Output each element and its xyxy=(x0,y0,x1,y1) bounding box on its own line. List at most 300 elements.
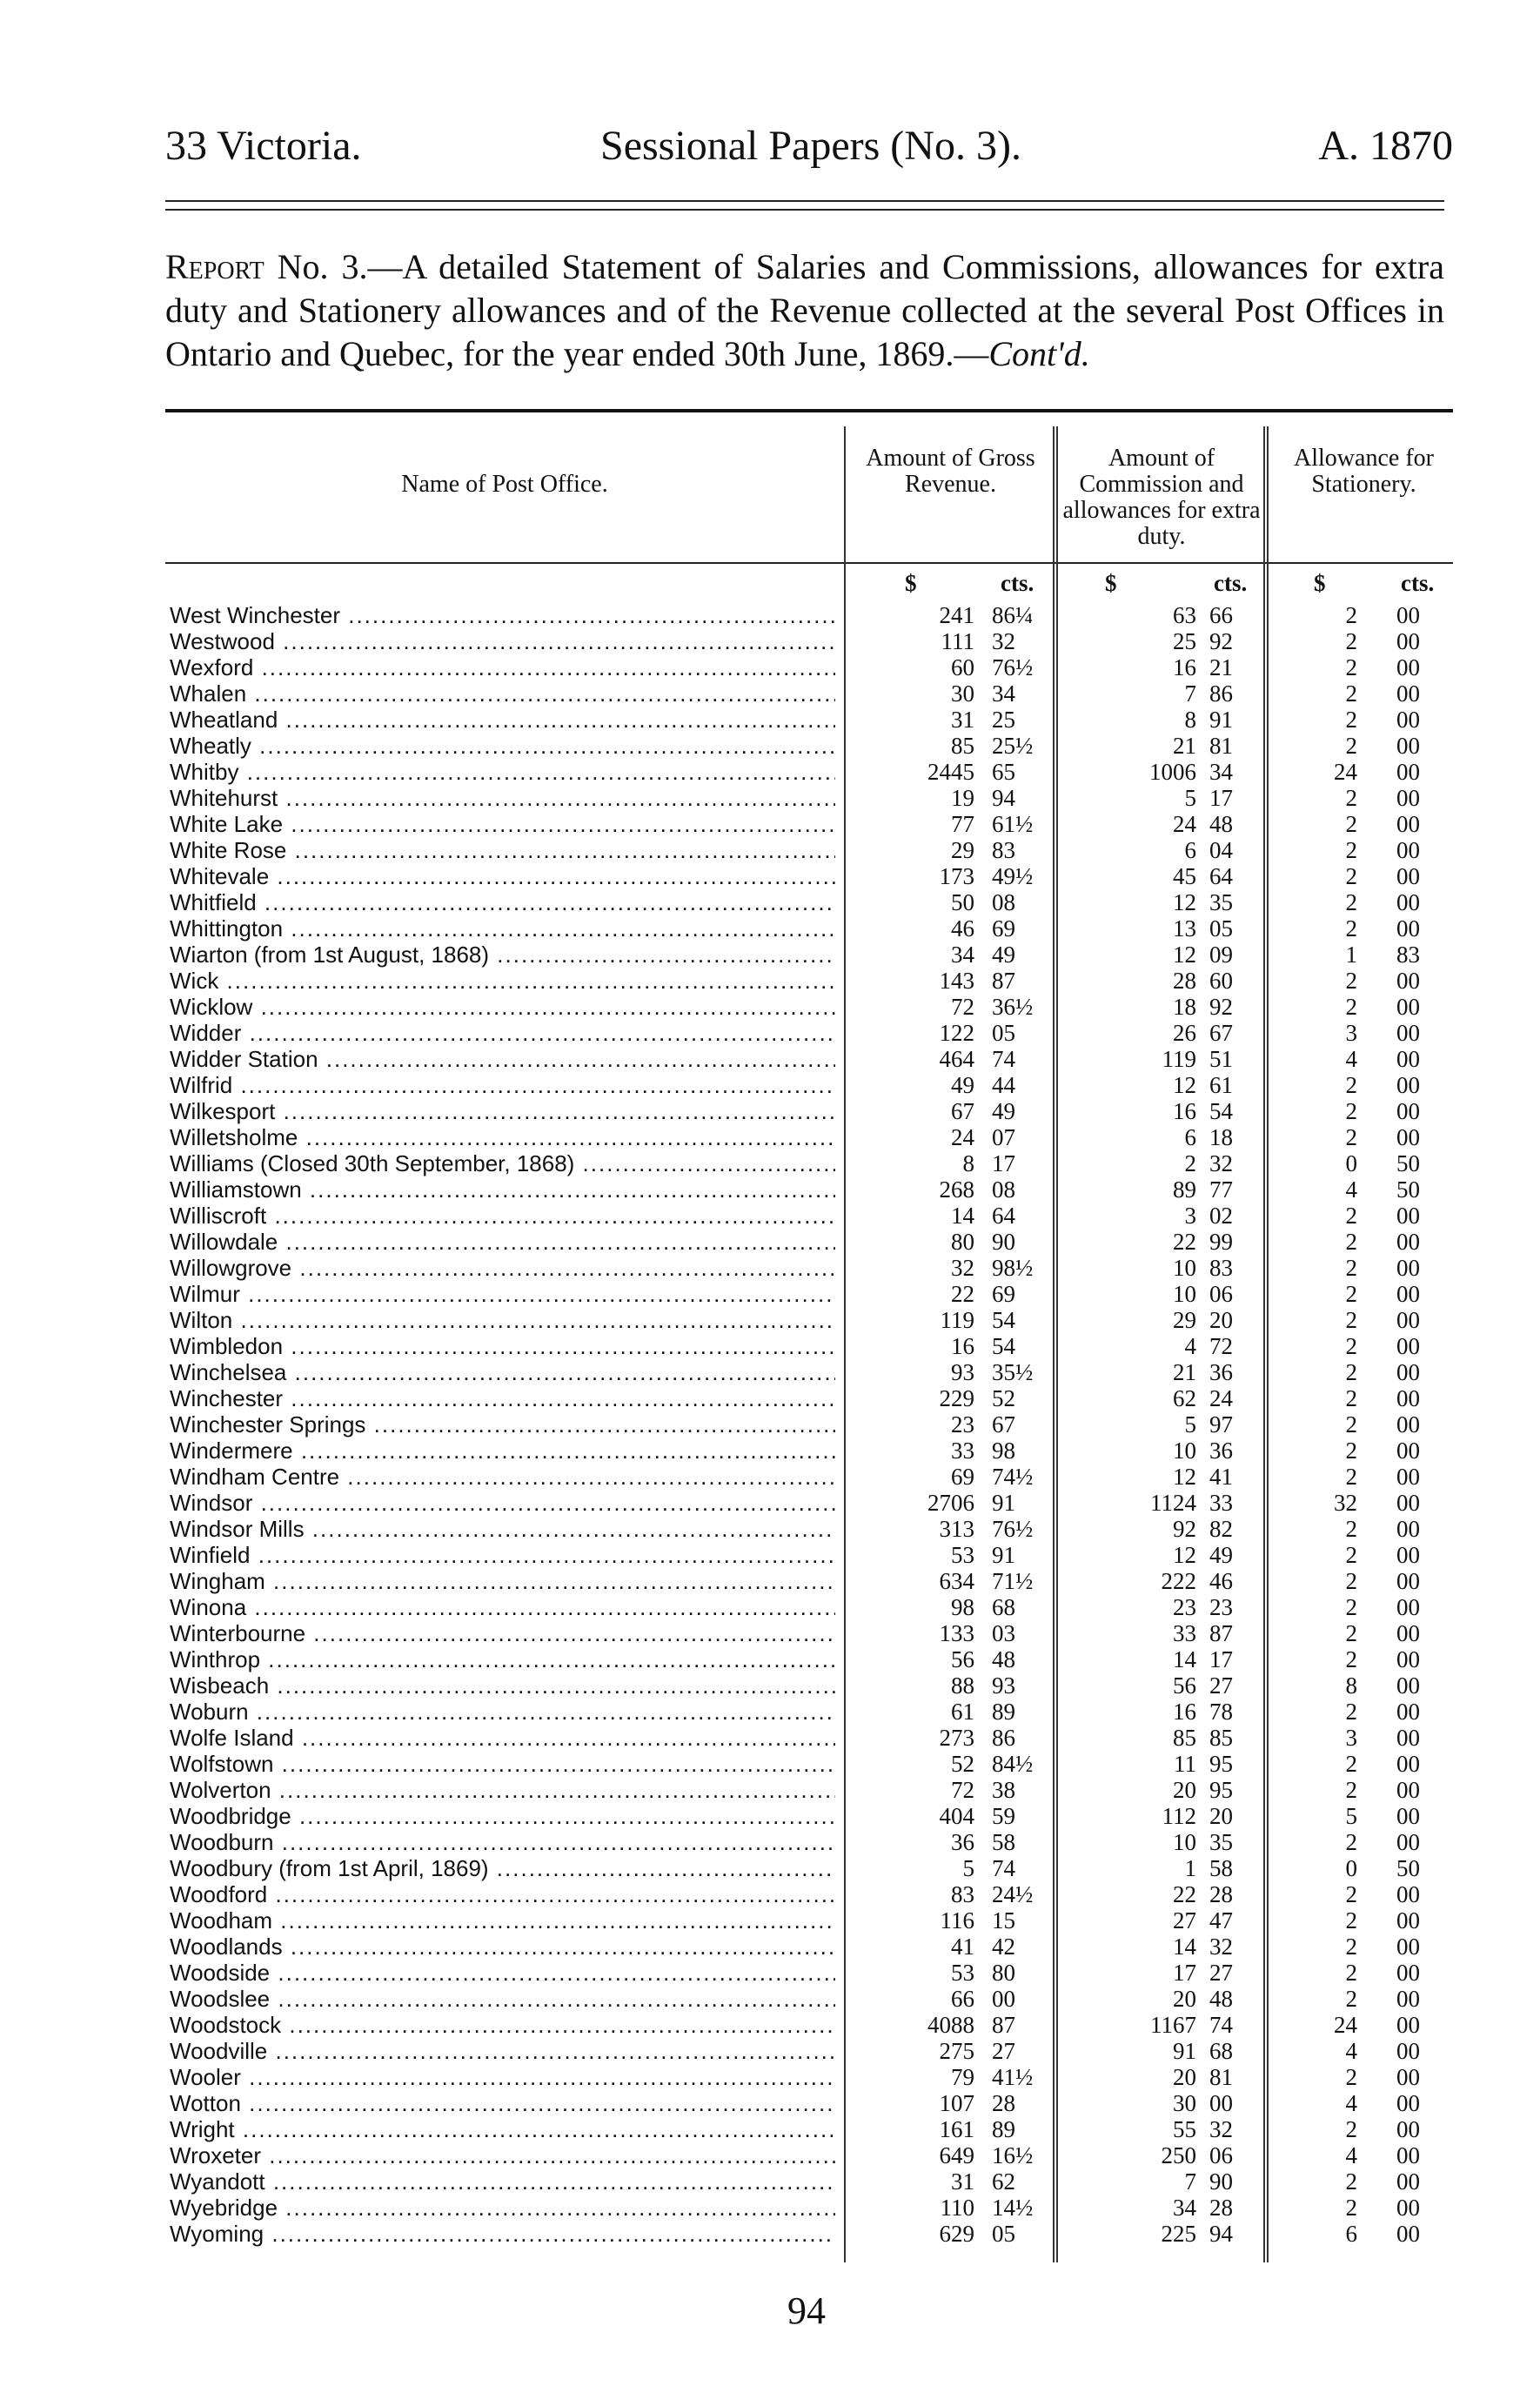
stationery-dollars: 4 xyxy=(1345,1176,1357,1203)
post-office-name: Whitfield ..... xyxy=(170,889,835,915)
post-office-name: Wheatland ..... xyxy=(170,707,835,733)
commission-cents: 48 xyxy=(1209,1986,1233,2012)
gross-dollars: 107 xyxy=(939,2090,974,2116)
gross-cents: 87 xyxy=(992,968,1015,994)
stationery-cents: 00 xyxy=(1396,1829,1420,1855)
stationery-cents: 00 xyxy=(1396,1203,1420,1229)
commission-dollars: 45 xyxy=(1173,863,1196,889)
table-row xyxy=(165,707,1453,733)
col-header-name: Name of Post Office. xyxy=(401,471,608,498)
stationery-cents: 00 xyxy=(1396,1881,1420,1907)
post-office-name: White Rose ..... xyxy=(170,837,835,863)
commission-cents: 27 xyxy=(1209,1960,1233,1986)
commission-dollars: 10 xyxy=(1173,1438,1196,1464)
gross-cents: 38 xyxy=(992,1777,1015,1803)
commission-dollars: 3 xyxy=(1184,1203,1196,1229)
gross-dollars: 23 xyxy=(951,1411,974,1438)
stationery-dollars: 2 xyxy=(1345,1699,1357,1725)
commission-dollars: 4 xyxy=(1184,1333,1196,1359)
gross-dollars: 5 xyxy=(962,1855,974,1881)
commission-dollars: 12 xyxy=(1173,1464,1196,1490)
gross-dollars: 34 xyxy=(951,942,974,968)
gross-dollars: 49 xyxy=(951,1072,974,1098)
commission-cents: 58 xyxy=(1209,1855,1233,1881)
post-office-name: Westwood ..... xyxy=(170,628,835,654)
commission-dollars: 25 xyxy=(1173,628,1196,654)
post-office-name: West Winchester ..... xyxy=(170,602,835,628)
stationery-cents: 00 xyxy=(1396,837,1420,863)
commission-dollars: 34 xyxy=(1173,2195,1196,2221)
stationery-cents: 00 xyxy=(1396,2038,1420,2064)
commission-dollars: 7 xyxy=(1184,2168,1196,2195)
commission-cents: 35 xyxy=(1209,889,1233,915)
gross-cents: 49½ xyxy=(992,863,1034,889)
commission-cents: 78 xyxy=(1209,1699,1233,1725)
commission-cents: 83 xyxy=(1209,1255,1233,1281)
commission-dollars: 30 xyxy=(1173,2090,1196,2116)
table-row xyxy=(165,1411,1453,1438)
stationery-dollars: 3 xyxy=(1345,1725,1357,1751)
post-office-name: Windsor Mills ..... xyxy=(170,1516,835,1542)
gross-cents: 65 xyxy=(992,759,1015,785)
commission-cents: 20 xyxy=(1209,1307,1233,1333)
stationery-dollars: 2 xyxy=(1345,811,1357,837)
stationery-cents: 00 xyxy=(1396,2012,1420,2038)
stationery-cents: 50 xyxy=(1396,1855,1420,1881)
stationery-dollars: 0 xyxy=(1345,1150,1357,1176)
commission-dollars: 22 xyxy=(1173,1229,1196,1255)
post-office-name: Winchelsea ..... xyxy=(170,1359,835,1385)
commission-dollars: 1167 xyxy=(1150,2012,1196,2038)
stationery-cents: 00 xyxy=(1396,1751,1420,1777)
commission-cents: 23 xyxy=(1209,1594,1233,1620)
post-office-name: Wyandott ..... xyxy=(170,2168,835,2195)
table-row xyxy=(165,1855,1453,1881)
commission-cents: 06 xyxy=(1209,2142,1233,2168)
post-office-name: Woodburn ..... xyxy=(170,1829,835,1855)
gross-dollars: 8 xyxy=(962,1150,974,1176)
gross-dollars: 22 xyxy=(951,1281,974,1307)
stationery-dollars: 2 xyxy=(1345,680,1357,707)
gross-dollars: 53 xyxy=(951,1542,974,1568)
stationery-cents: 00 xyxy=(1396,2064,1420,2090)
table-row xyxy=(165,1620,1453,1646)
report-intro xyxy=(165,245,1444,376)
stationery-cents: 00 xyxy=(1396,1907,1420,1934)
table-row xyxy=(165,785,1453,811)
gross-dollars: 24 xyxy=(951,1124,974,1150)
post-office-name: White Lake ..... xyxy=(170,811,835,837)
post-office-name: Woodlands ..... xyxy=(170,1934,835,1960)
stationery-cents: 00 xyxy=(1396,1281,1420,1307)
gross-dollars: 98 xyxy=(951,1594,974,1620)
header-title: Sessional Papers (No. 3). xyxy=(600,123,1021,169)
commission-cents: 00 xyxy=(1209,2090,1233,2116)
commission-dollars: 12 xyxy=(1173,942,1196,968)
table-row xyxy=(165,1281,1453,1307)
report-label: Report xyxy=(165,247,264,286)
gross-cents: 34 xyxy=(992,680,1015,707)
stationery-dollars: 2 xyxy=(1345,915,1357,942)
stationery-dollars: 2 xyxy=(1345,1934,1357,1960)
stationery-dollars: 2 xyxy=(1345,602,1357,628)
table-row xyxy=(165,1229,1453,1255)
gross-dollars: 77 xyxy=(951,811,974,837)
gross-dollars: 50 xyxy=(951,889,974,915)
table-row xyxy=(165,2195,1453,2221)
commission-dollars: 56 xyxy=(1173,1672,1196,1699)
commission-dollars: 24 xyxy=(1173,811,1196,837)
post-office-name: Whitevale ..... xyxy=(170,863,835,889)
stationery-cents: 00 xyxy=(1396,1725,1420,1751)
stationery-cents: 00 xyxy=(1396,654,1420,680)
commission-dollars: 14 xyxy=(1173,1934,1196,1960)
commission-dollars: 63 xyxy=(1173,602,1196,628)
post-office-name: Wisbeach ..... xyxy=(170,1672,835,1699)
stationery-cents: 00 xyxy=(1396,1229,1420,1255)
post-office-name: Wilfrid ..... xyxy=(170,1072,835,1098)
stationery-dollars: 2 xyxy=(1345,1229,1357,1255)
stationery-dollars: 6 xyxy=(1345,2221,1357,2247)
report-continued: Cont'd. xyxy=(988,334,1090,373)
table-row xyxy=(165,1568,1453,1594)
table-row xyxy=(165,1881,1453,1907)
commission-dollars: 20 xyxy=(1173,2064,1196,2090)
gross-cents: 89 xyxy=(992,2116,1015,2142)
post-office-name: Wilmur ..... xyxy=(170,1281,835,1307)
stationery-cents: 00 xyxy=(1396,707,1420,733)
gross-cents: 64 xyxy=(992,1203,1015,1229)
commission-cents: 95 xyxy=(1209,1751,1233,1777)
gross-cents: 74 xyxy=(992,1855,1015,1881)
commission-cents: 41 xyxy=(1209,1464,1233,1490)
stationery-dollars: 2 xyxy=(1345,2064,1357,2090)
stat-dollar-unit: $ xyxy=(1314,570,1326,596)
gross-cents: 28 xyxy=(992,2090,1015,2116)
post-office-name: Wingham ..... xyxy=(170,1568,835,1594)
table-row xyxy=(165,1438,1453,1464)
table-row xyxy=(165,1829,1453,1855)
gross-dollars: 173 xyxy=(939,863,974,889)
gross-cents: 25½ xyxy=(992,733,1034,759)
gross-cents: 35½ xyxy=(992,1359,1034,1385)
post-office-name: Woodbridge ..... xyxy=(170,1803,835,1829)
gross-cents: 74 xyxy=(992,1046,1015,1072)
gross-dollars: 31 xyxy=(951,707,974,733)
gross-dollars: 111 xyxy=(941,628,974,654)
gross-cents: 69 xyxy=(992,1281,1015,1307)
table-row xyxy=(165,1176,1453,1203)
gross-cents: 25 xyxy=(992,707,1015,733)
stationery-cents: 00 xyxy=(1396,1359,1420,1385)
post-office-name: Woodside ..... xyxy=(170,1960,835,1986)
commission-cents: 47 xyxy=(1209,1907,1233,1934)
post-office-name: Winfield ..... xyxy=(170,1542,835,1568)
stationery-cents: 00 xyxy=(1396,1646,1420,1672)
stationery-dollars: 2 xyxy=(1345,1516,1357,1542)
stationery-cents: 00 xyxy=(1396,1699,1420,1725)
gross-cents: 52 xyxy=(992,1385,1015,1411)
gross-dollars: 60 xyxy=(951,654,974,680)
gross-cents: 94 xyxy=(992,785,1015,811)
commission-dollars: 14 xyxy=(1173,1646,1196,1672)
gross-cents: 15 xyxy=(992,1907,1015,1934)
gross-dollars: 46 xyxy=(951,915,974,942)
commission-cents: 72 xyxy=(1209,1333,1233,1359)
post-office-name: Woodville ..... xyxy=(170,2038,835,2064)
gross-cents: 49 xyxy=(992,1098,1015,1124)
stationery-dollars: 32 xyxy=(1334,1490,1357,1516)
gross-dollars: 52 xyxy=(951,1751,974,1777)
stationery-cents: 00 xyxy=(1396,759,1420,785)
gross-dollars: 72 xyxy=(951,994,974,1020)
post-office-name: Windsor ..... xyxy=(170,1490,835,1516)
gross-dollars: 69 xyxy=(951,1464,974,1490)
gross-dollars: 80 xyxy=(951,1229,974,1255)
commission-cents: 49 xyxy=(1209,1542,1233,1568)
commission-cents: 97 xyxy=(1209,1411,1233,1438)
gross-dollars: 649 xyxy=(939,2142,974,2168)
stationery-dollars: 2 xyxy=(1345,1307,1357,1333)
stationery-cents: 00 xyxy=(1396,1960,1420,1986)
stationery-cents: 00 xyxy=(1396,863,1420,889)
commission-cents: 05 xyxy=(1209,915,1233,942)
post-office-name: Wyoming ..... xyxy=(170,2221,835,2247)
stationery-cents: 00 xyxy=(1396,2221,1420,2247)
stationery-cents: 00 xyxy=(1396,1046,1420,1072)
stationery-dollars: 2 xyxy=(1345,1203,1357,1229)
table-row xyxy=(165,889,1453,915)
commission-cents: 32 xyxy=(1209,2116,1233,2142)
gross-dollars: 313 xyxy=(939,1516,974,1542)
post-office-name: Whitehurst ..... xyxy=(170,785,835,811)
commission-cents: 28 xyxy=(1209,1881,1233,1907)
gross-cents: 76½ xyxy=(992,654,1034,680)
stationery-dollars: 2 xyxy=(1345,1960,1357,1986)
table-row xyxy=(165,1072,1453,1098)
gross-cents: 16½ xyxy=(992,2142,1034,2168)
stationery-dollars: 2 xyxy=(1345,1385,1357,1411)
stationery-dollars: 2 xyxy=(1345,1594,1357,1620)
gross-dollars: 14 xyxy=(951,1203,974,1229)
gross-cents: 80 xyxy=(992,1960,1015,1986)
stationery-cents: 00 xyxy=(1396,785,1420,811)
commission-cents: 74 xyxy=(1209,2012,1233,2038)
commission-dollars: 27 xyxy=(1173,1907,1196,1934)
table-header-rule xyxy=(165,562,1453,564)
stationery-dollars: 2 xyxy=(1345,1411,1357,1438)
header-rule-top xyxy=(165,200,1444,202)
commission-cents: 95 xyxy=(1209,1777,1233,1803)
gross-dollars: 229 xyxy=(939,1385,974,1411)
table-row xyxy=(165,1046,1453,1072)
stationery-dollars: 2 xyxy=(1345,733,1357,759)
commission-dollars: 10 xyxy=(1173,1281,1196,1307)
commission-dollars: 33 xyxy=(1173,1620,1196,1646)
stationery-dollars: 2 xyxy=(1345,1098,1357,1124)
post-office-name: Woodbury (from 1st April, 1869) ..... xyxy=(170,1855,835,1881)
table-row xyxy=(165,942,1453,968)
table-row xyxy=(165,1751,1453,1777)
gross-cents: 98½ xyxy=(992,1255,1034,1281)
gross-cents: 03 xyxy=(992,1620,1015,1646)
gross-dollars: 133 xyxy=(939,1620,974,1646)
commission-dollars: 6 xyxy=(1184,1124,1196,1150)
gross-cents: 07 xyxy=(992,1124,1015,1150)
table-row xyxy=(165,1150,1453,1176)
commission-dollars: 89 xyxy=(1173,1176,1196,1203)
post-office-name: Wilkesport ..... xyxy=(170,1098,835,1124)
gross-cents: 08 xyxy=(992,1176,1015,1203)
gross-cents: 05 xyxy=(992,2221,1015,2247)
stationery-dollars: 2 xyxy=(1345,837,1357,863)
stationery-dollars: 2 xyxy=(1345,628,1357,654)
stationery-dollars: 2 xyxy=(1345,1072,1357,1098)
post-office-name: Winona ..... xyxy=(170,1594,835,1620)
gross-dollar-unit: $ xyxy=(905,570,917,596)
gross-dollars: 2706 xyxy=(927,1490,974,1516)
commission-cents: 28 xyxy=(1209,2195,1233,2221)
post-office-name: Williamstown ..... xyxy=(170,1176,835,1203)
commission-dollars: 26 xyxy=(1173,1020,1196,1046)
stationery-cents: 00 xyxy=(1396,811,1420,837)
stationery-cents: 50 xyxy=(1396,1150,1420,1176)
header-rule-bottom xyxy=(165,209,1444,211)
commission-dollars: 7 xyxy=(1184,680,1196,707)
post-office-name: Wright ..... xyxy=(170,2116,835,2142)
col-header-stationery: Allowance for Stationery. xyxy=(1294,445,1434,498)
commission-dollars: 11 xyxy=(1174,1751,1196,1777)
stationery-cents: 00 xyxy=(1396,2116,1420,2142)
table-row xyxy=(165,1803,1453,1829)
commission-cents: 35 xyxy=(1209,1829,1233,1855)
stationery-dollars: 2 xyxy=(1345,654,1357,680)
post-office-name: Willowgrove ..... xyxy=(170,1255,835,1281)
commission-dollars: 1 xyxy=(1184,1855,1196,1881)
post-office-name: Wolfe Island ..... xyxy=(170,1725,835,1751)
gross-cents: 62 xyxy=(992,2168,1015,2195)
post-office-name: Windham Centre ..... xyxy=(170,1464,835,1490)
commission-cents: 46 xyxy=(1209,1568,1233,1594)
commission-dollars: 12 xyxy=(1173,1542,1196,1568)
stationery-cents: 00 xyxy=(1396,1464,1420,1490)
commission-cents: 60 xyxy=(1209,968,1233,994)
table-row xyxy=(165,1542,1453,1568)
stationery-dollars: 0 xyxy=(1345,1855,1357,1881)
commission-dollars: 20 xyxy=(1173,1986,1196,2012)
commission-cents: 66 xyxy=(1209,602,1233,628)
table-row xyxy=(165,2038,1453,2064)
table-row xyxy=(165,2142,1453,2168)
commission-cents: 32 xyxy=(1209,1934,1233,1960)
stationery-cents: 00 xyxy=(1396,1307,1420,1333)
gross-cents: 74½ xyxy=(992,1464,1034,1490)
table-row xyxy=(165,1385,1453,1411)
commission-cents: 32 xyxy=(1209,1150,1233,1176)
gross-cents: 91 xyxy=(992,1490,1015,1516)
gross-cents: 42 xyxy=(992,1934,1015,1960)
table-row xyxy=(165,1699,1453,1725)
gross-cents: 00 xyxy=(992,1986,1015,2012)
gross-cents: 54 xyxy=(992,1333,1015,1359)
commission-cents: 85 xyxy=(1209,1725,1233,1751)
commission-cents: 20 xyxy=(1209,1803,1233,1829)
commission-dollars: 6 xyxy=(1184,837,1196,863)
stationery-dollars: 3 xyxy=(1345,1020,1357,1046)
post-office-name: Willetsholme ..... xyxy=(170,1124,835,1150)
table-top-rule xyxy=(165,409,1453,412)
gross-cents: 58 xyxy=(992,1829,1015,1855)
post-office-name: Williscroft ..... xyxy=(170,1203,835,1229)
post-office-table xyxy=(165,409,1453,2271)
gross-dollars: 116 xyxy=(940,1907,974,1934)
commission-cents: 27 xyxy=(1209,1672,1233,1699)
table-row xyxy=(165,2090,1453,2116)
stationery-cents: 00 xyxy=(1396,1333,1420,1359)
commission-cents: 90 xyxy=(1209,2168,1233,2195)
commission-dollars: 16 xyxy=(1173,1699,1196,1725)
post-office-name: Woburn ..... xyxy=(170,1699,835,1725)
table-row xyxy=(165,1934,1453,1960)
stationery-dollars: 2 xyxy=(1345,863,1357,889)
commission-cents: 33 xyxy=(1209,1490,1233,1516)
stationery-cents: 00 xyxy=(1396,2090,1420,2116)
post-office-name: Winchester ..... xyxy=(170,1385,835,1411)
table-row xyxy=(165,811,1453,837)
stationery-dollars: 24 xyxy=(1334,2012,1357,2038)
commission-dollars: 18 xyxy=(1173,994,1196,1020)
commission-dollars: 112 xyxy=(1162,1803,1196,1829)
commission-dollars: 29 xyxy=(1173,1307,1196,1333)
stationery-dollars: 2 xyxy=(1345,994,1357,1020)
gross-cents: 48 xyxy=(992,1646,1015,1672)
stationery-cents: 00 xyxy=(1396,1542,1420,1568)
table-row xyxy=(165,2221,1453,2247)
gross-cents: 36½ xyxy=(992,994,1034,1020)
stationery-cents: 00 xyxy=(1396,889,1420,915)
table-row xyxy=(165,994,1453,1020)
stationery-dollars: 2 xyxy=(1345,1438,1357,1464)
stationery-cents: 00 xyxy=(1396,2195,1420,2221)
stationery-dollars: 2 xyxy=(1345,1281,1357,1307)
table-row xyxy=(165,1307,1453,1333)
stationery-cents: 00 xyxy=(1396,1594,1420,1620)
stationery-dollars: 2 xyxy=(1345,1881,1357,1907)
gross-cents: 59 xyxy=(992,1803,1015,1829)
commission-dollars: 85 xyxy=(1173,1725,1196,1751)
post-office-name: Wilton ..... xyxy=(170,1307,835,1333)
gross-cents: 32 xyxy=(992,628,1015,654)
gross-cents: 68 xyxy=(992,1594,1015,1620)
commission-dollars: 10 xyxy=(1173,1255,1196,1281)
stationery-cents: 00 xyxy=(1396,915,1420,942)
post-office-name: Wick ..... xyxy=(170,968,835,994)
table-row xyxy=(165,1646,1453,1672)
commission-cents: 51 xyxy=(1209,1046,1233,1072)
commission-cents: 91 xyxy=(1209,707,1233,733)
page-number: 94 xyxy=(787,2289,826,2332)
table-row xyxy=(165,654,1453,680)
stationery-cents: 00 xyxy=(1396,2168,1420,2195)
header-year: A. 1870 xyxy=(1318,123,1453,169)
stationery-cents: 00 xyxy=(1396,733,1420,759)
stationery-dollars: 2 xyxy=(1345,1124,1357,1150)
commission-dollars: 62 xyxy=(1173,1385,1196,1411)
table-row xyxy=(165,628,1453,654)
post-office-name: Winchester Springs ..... xyxy=(170,1411,835,1438)
col-header-gross: Amount of Gross Revenue. xyxy=(866,445,1035,498)
gross-cents: 76½ xyxy=(992,1516,1034,1542)
